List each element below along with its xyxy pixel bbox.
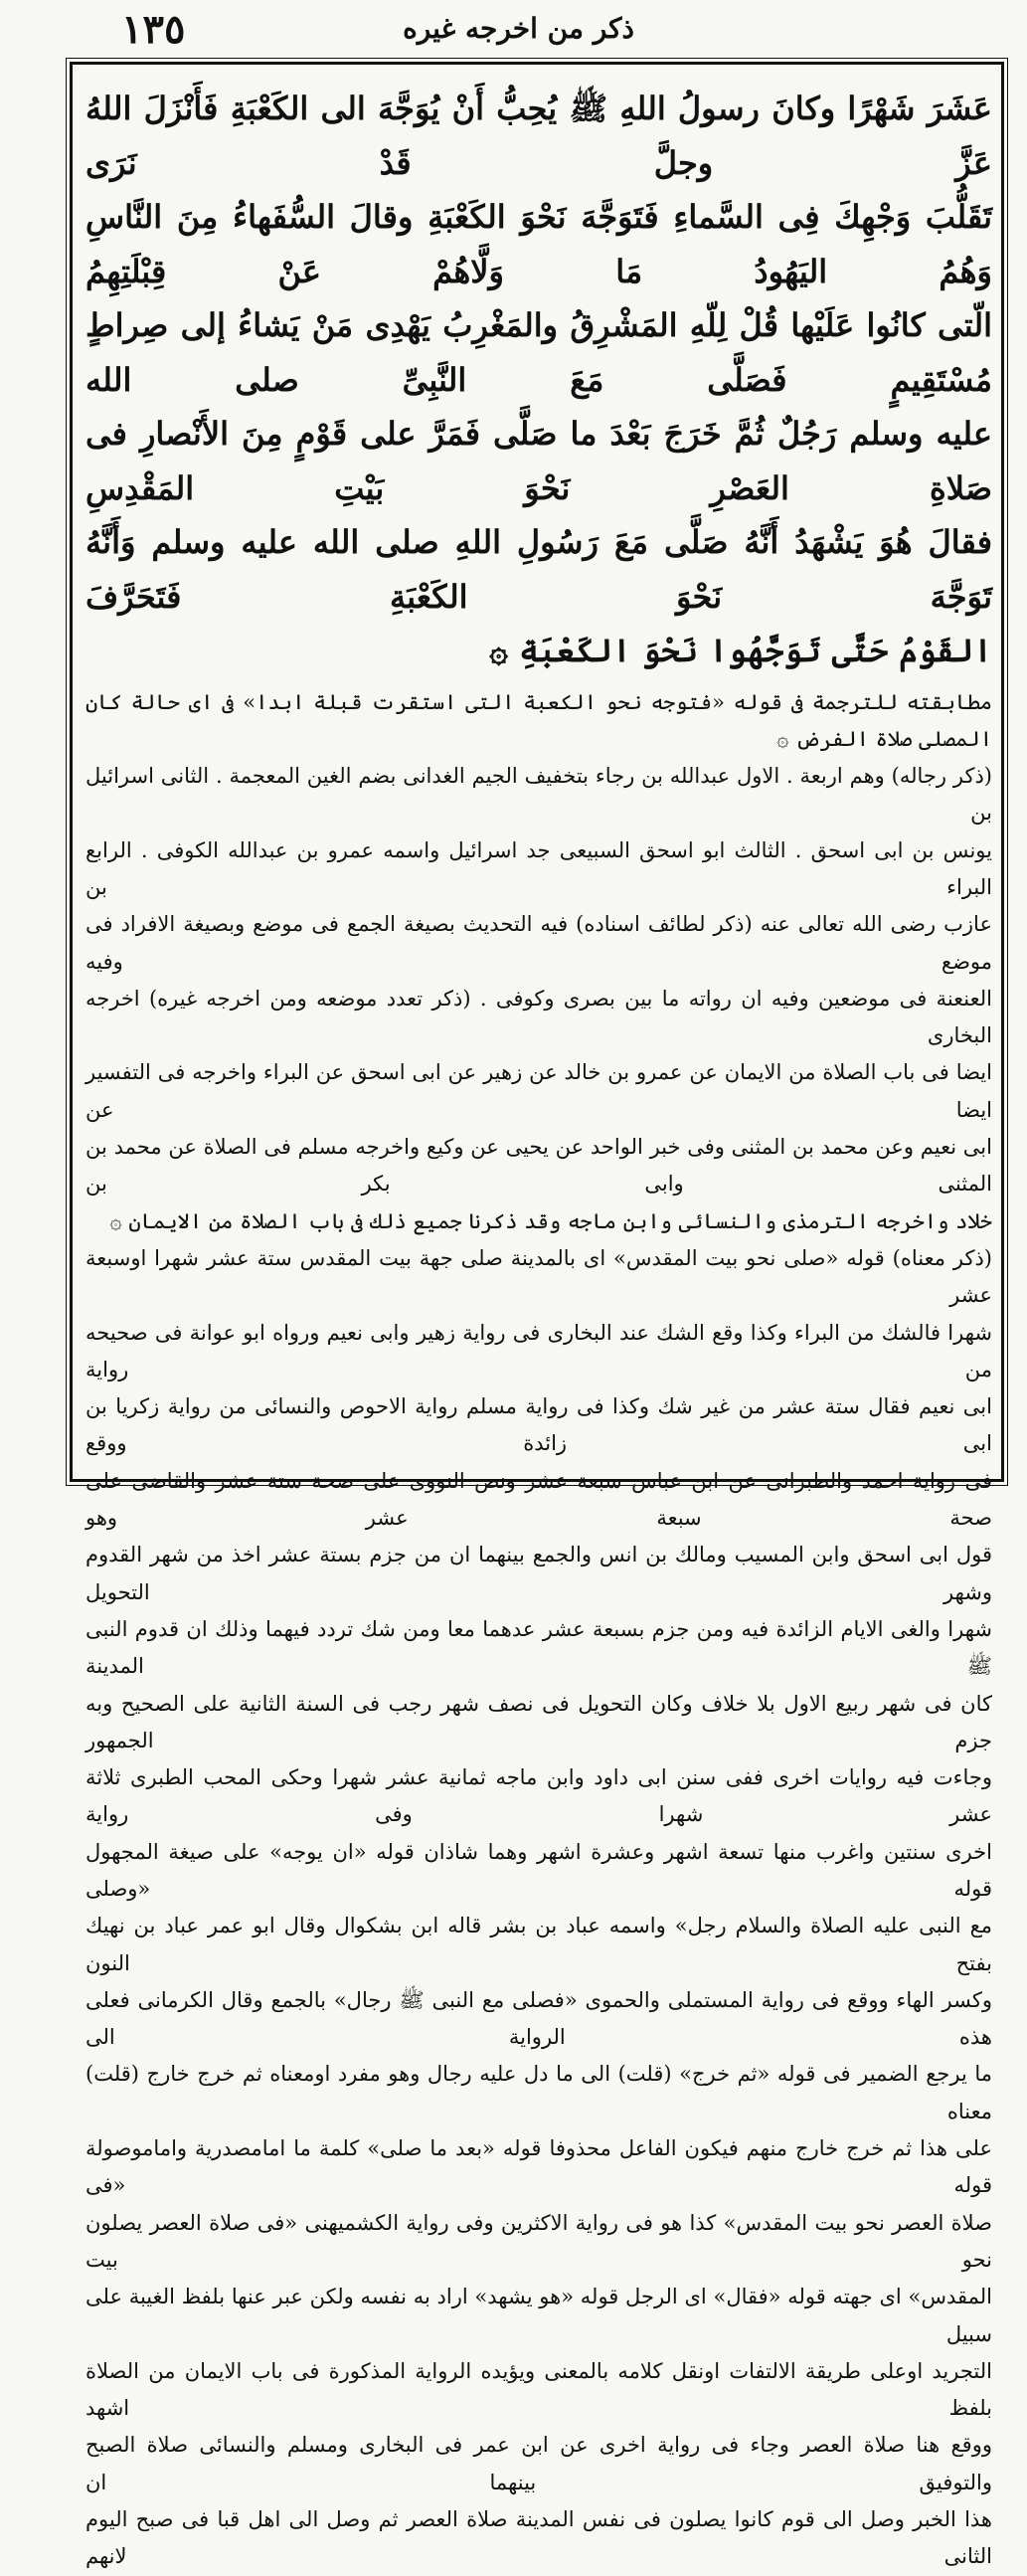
hadith-line: عَشَرَ شَهْرًا وكانَ رسولُ اللهِ ﷺ يُحِبُّ أَنْ يُوَجَّهَ الى الكَعْبَةِ فَأَنْزَلَ اللهُ عَزَّ وجلَّ قَدْ نَرَى: [86, 90, 992, 182]
commentary-line: كان فى شهر ربيع الاول بلا خلاف وكان التحويل فى نصف شهر رجب فى السنة الثانية على الصحيح وبه جزم الجمهور: [86, 1691, 992, 1752]
commentary-line: على هذا ثم خرج خارج منهم فيكون الفاعل محذوفا قوله «بعد ما صلى» كلمة ما امامصدرية واماموصولة قوله «فى: [86, 2136, 992, 2198]
running-title: ذكر من اخرجه غيره: [403, 12, 634, 45]
page-body: [86, 82, 992, 2569]
commentary-line: عازب رضى الله تعالى عنه (ذكر لطائف اسناده) فيه التحديث بصيغة الجمع فى موضع وبصيغة الافراد فى موضع وفيه: [86, 912, 992, 974]
hadith-line: القَوْمُ حَتَّى تَوَجَّهُوا نَحْوَ الكَعْبَةِ ۞: [489, 632, 992, 669]
commentary-line: العنعنة فى موضعين وفيه ان رواته ما بين بصرى وكوفى . (ذكر تعدد موضعه ومن اخرجه غيره) اخرجه البخارى: [86, 986, 992, 1048]
hadith-line: تَقَلُّبَ وَجْهِكَ فِى السَّماءِ فَتَوَجَّهَ نَحْوَ الكَعْبَةِ وقالَ السُّفَهاءُ مِنَ النَّاسِ وَهُمُ اليَهُودُ مَا وَلَّاهُمْ عَنْ قِبْلَتِهِمُ: [86, 198, 992, 290]
commentary-line: (ذكر معناه) قوله «صلى نحو بيت المقدس» اى بالمدينة صلى جهة بيت المقدس ستة عشر شهرا اوسبعة عشر: [86, 1245, 992, 1308]
commentary-line: شهرا فالشك من البراء وكذا وقع الشك عند البخارى فى رواية زهير وابى نعيم ورواه ابو عوانة فى صحيحه من رواية: [86, 1320, 992, 1381]
commentary-line: ابى نعيم فقال ستة عشر من غير شك وكذا فى رواية مسلم رواية الاحوص والنسائى من رواية زكريا بن ابى زائدة ووقع: [86, 1394, 992, 1456]
hadith-line: عليه وسلم رَجُلٌ ثُمَّ خَرَجَ بَعْدَ ما صَلَّى فَمَرَّ على قَوْمٍ مِنَ الأَنْصارِ فى صَلاةِ العَصْرِ نَحْوَ بَيْتِ المَقْدِسِ: [86, 415, 992, 507]
commentary-line: التجريد اوعلى طريقة الالتفات اونقل كلامه بالمعنى ويؤيده الرواية المذكورة فى باب الايمان من الصلاة بلفظ اشهد: [86, 2358, 992, 2421]
commentary-line: ابى نعيم وعن محمد بن المثنى وفى خبر الواحد عن يحيى عن وكيع واخرجه مسلم فى الصلاة عن محمد بن المثنى وابى بكر بن: [86, 1135, 992, 1196]
hadith-line: فقالَ هُوَ يَشْهَدُ أَنَّهُ صَلَّى مَعَ رَسُولِ اللهِ صلى الله عليه وسلم وَأَنَّهُ تَوَجَّهَ نَحْوَ الكَعْبَةِ فَتَحَرَّفَ: [86, 523, 992, 616]
commentary-line: المقدس» اى جهته قوله «فقال» اى الرجل قوله «هو يشهد» اراد به نفسه ولكن عبر عنها بلفظ الغيبة على سبيل: [86, 2285, 992, 2346]
hadith-text: [86, 82, 992, 678]
commentary-line: ووقع هنا صلاة العصر وجاء فى رواية اخرى عن ابن عمر فى البخارى ومسلم والنسائى صلاة الصبح والتوفيق بينهما ان: [86, 2433, 992, 2494]
page-header: [60, 6, 977, 54]
commentary-line: وكسر الهاء ووقع فى رواية المستملى والحموى «فصلى مع النبى ﷺ رجال» بالجمع وقال الكرمانى فعلى هذه الرواية الى: [86, 1987, 992, 2050]
commentary-line: يونس بن ابى اسحق . الثالث ابو اسحق السبيعى جد اسرائيل واسمه عمرو بن عبدالله الكوفى . الرابع البراء بن: [86, 837, 992, 899]
commentary-line: مع النبى عليه الصلاة والسلام رجل» واسمه عباد بن بشر قاله ابن بشكوال وقال ابو عمر عباد بن نهيك بفتح النون: [86, 1914, 992, 1975]
commentary-line: هذا الخبر وصل الى قوم كانوا يصلون فى نفس المدينة صلاة العصر ثم وصل الى اهل قبا فى صبح اليوم الثانى لانهم: [86, 2507, 992, 2569]
commentary-line: اخرى سنتين واغرب منها تسعة اشهر وعشرة اشهر وهما شاذان قوله «ان يوجه» على صيغة المجهول قوله «وصلى: [86, 1839, 992, 1901]
commentary-line: وجاءت فيه روايات اخرى ففى سنن ابى داود وابن ماجه ثمانية عشر شهرا وحكى المحب الطبرى ثلاثة عشر شهرا وفى رواية: [86, 1765, 992, 1827]
page-number: ١٣٥: [121, 6, 186, 53]
commentary-line: فى رواية احمد والطبرانى عن ابن عباس سبعة عشر ونص النووى على صحة ستة عشر والقاضى على صحة سبعة عشر وهو: [86, 1468, 992, 1531]
commentary-line: ما يرجع الضمير فى قوله «ثم خرج» (قلت) الى ما دل عليه رجال وهو مفرد اومعناه ثم خرج خارج (قلت) معناه: [86, 2062, 992, 2123]
commentary-line: صلاة العصر نحو بيت المقدس» كذا هو فى رواية الاكثرين وفى رواية الكشميهنى «فى صلاة العصر يصلون نحو بيت: [86, 2210, 992, 2272]
commentary-line: قول ابى اسحق وابن المسيب ومالك بن انس والجمع بينهما ان من جزم بستة عشر اخذ من شهر القدوم وشهر التحويل: [86, 1543, 992, 1604]
commentary-text: [86, 684, 992, 2576]
commentary-line: ايضا فى باب الصلاة من الايمان عن عمرو بن خالد عن زهير عن ابى اسحق عن البراء واخرجه فى التفسير ايضا عن: [86, 1060, 992, 1122]
commentary-line: (ذكر رجاله) وهم اربعة . الاول عبدالله بن رجاء بتخفيف الجيم الغدانى بضم الغين المعجمة . الثانى اسرائيل بن: [86, 764, 992, 826]
commentary-line: مطابقته للترجمة فى قوله «فتوجه نحو الكعبة التى استقرت قبلة ابدا» فى اى حالة كان المصلى صلاة الفرض ۞: [86, 689, 992, 751]
hadith-line: الّتى كانُوا عَلَيْها قُلْ لِلّهِ المَشْرِقُ والمَغْرِبُ يَهْدِى مَنْ يَشاءُ إلى صِراطٍ مُسْتَقِيمٍ فَصَلَّى مَعَ النَّبِىِّ صلى الله: [86, 306, 992, 399]
commentary-line: خلاد واخرجه الترمذى والنسائى وابن ماجه وقد ذكرنا جميع ذلك فى باب الصلاة من الايمان ۞: [109, 1208, 992, 1233]
commentary-line: شهرا والغى الايام الزائدة فيه ومن جزم بسبعة عشر عدهما معا ومن شك تردد فيهما وذلك ان قدوم النبى ﷺ المدينة: [86, 1616, 992, 1679]
